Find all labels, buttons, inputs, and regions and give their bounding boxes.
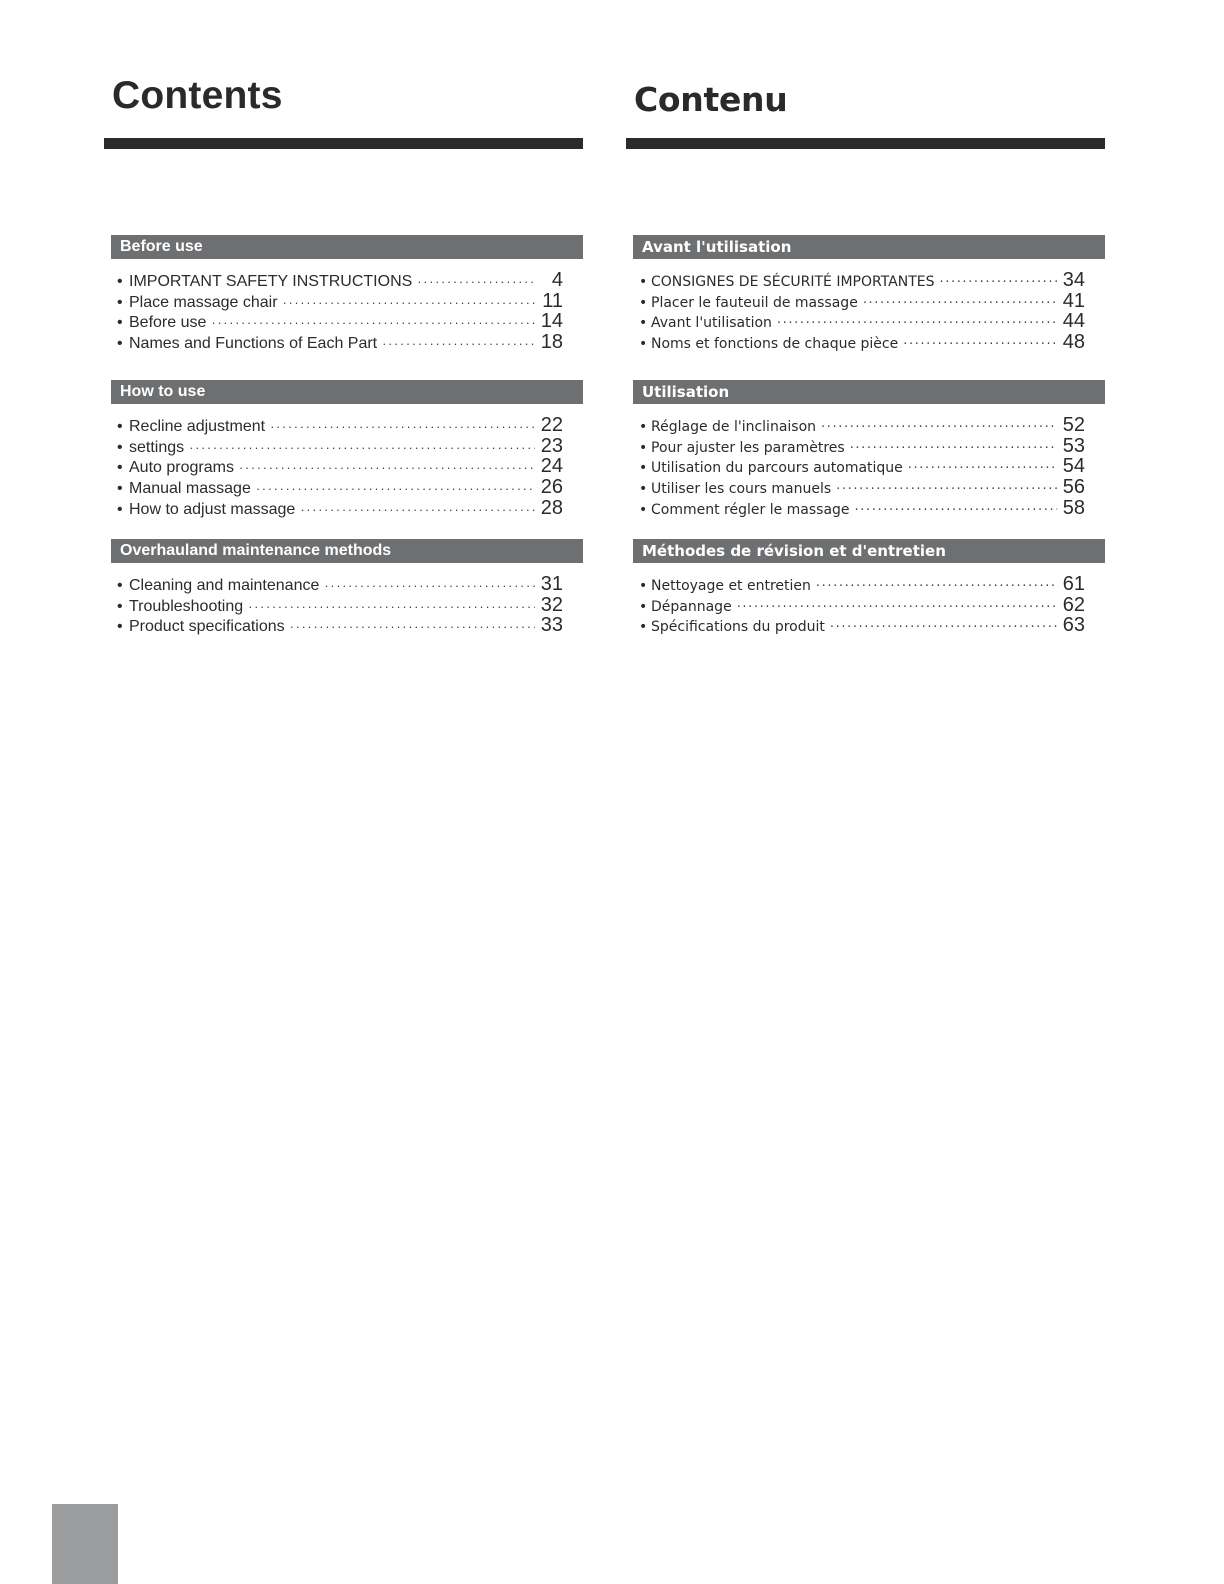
toc-entry-label: Before use (129, 314, 207, 332)
toc-entry-page: 33 (540, 614, 563, 637)
dot-leader (903, 338, 1057, 351)
dot-leader (863, 297, 1057, 310)
dot-leader (283, 296, 535, 309)
toc-entry[interactable] (633, 435, 1085, 456)
section-before-use (111, 235, 583, 352)
section-utilisation (633, 380, 1105, 517)
toc-entry-label: Réglage de l'inclinaison (651, 419, 817, 435)
toc-entry-page: 26 (540, 476, 563, 499)
section-how-to-use (111, 380, 583, 517)
toc-entry[interactable] (633, 310, 1085, 331)
toc-entry[interactable] (111, 310, 563, 331)
section-header: Utilisation (633, 380, 1105, 404)
bullet: • (639, 578, 648, 594)
toc-entry[interactable] (633, 414, 1085, 435)
toc-entry-label: How to adjust massage (129, 500, 296, 518)
bullet: • (117, 438, 123, 456)
toc-entry-page: 61 (1062, 573, 1085, 595)
bullet: • (117, 273, 123, 290)
toc-entry-label: Nettoyage et entretien (651, 578, 811, 594)
dot-leader (248, 600, 535, 613)
toc-entry[interactable] (111, 573, 563, 594)
toc-entry[interactable] (111, 331, 563, 352)
toc-entry-page: 41 (1062, 289, 1085, 312)
toc-entry[interactable] (633, 269, 1085, 290)
dot-leader (737, 601, 1057, 614)
dot-leader (417, 275, 535, 288)
page-corner-tab (52, 1504, 118, 1584)
toc-entry-label: Pour ajuster les paramètres (651, 439, 845, 456)
toc-entry-page: 11 (542, 289, 563, 312)
toc-entry[interactable] (633, 331, 1085, 352)
toc-list (111, 269, 563, 352)
dot-leader (324, 579, 535, 592)
toc-entry[interactable] (111, 269, 563, 290)
toc-entry-label: Utilisation du parcours automatique (651, 460, 903, 477)
section-avant-utilisation (633, 235, 1105, 352)
toc-entry-page: 52 (1062, 414, 1085, 436)
bullet: • (639, 439, 648, 456)
toc-entry[interactable] (111, 614, 563, 635)
toc-entry-page: 54 (1062, 455, 1085, 478)
section-header: Before use (111, 235, 583, 259)
dot-leader (830, 621, 1057, 634)
bullet: • (117, 577, 123, 594)
toc-entry[interactable] (633, 614, 1085, 635)
toc-entry-label: Recline adjustment (129, 418, 266, 435)
toc-entry[interactable] (111, 290, 563, 311)
toc-list (633, 414, 1085, 517)
dot-leader (290, 620, 535, 633)
dot-leader (256, 482, 535, 495)
bullet: • (117, 335, 123, 353)
toc-entry[interactable] (111, 594, 563, 615)
toc-entry-label: Troubleshooting (129, 597, 244, 615)
dot-leader (908, 462, 1057, 475)
toc-entry-page: 44 (1062, 310, 1085, 333)
toc-list (633, 269, 1085, 352)
toc-entry-label: Dépannage (651, 598, 732, 615)
toc-entry-label: Manual massage (129, 480, 251, 498)
bullet: • (639, 274, 648, 290)
bullet: • (117, 597, 123, 615)
dot-leader (211, 316, 535, 329)
toc-entry[interactable] (111, 414, 563, 435)
section-revision-entretien (633, 539, 1105, 635)
toc-entry-label: Names and Functions of Each Part (129, 335, 378, 353)
bullet: • (639, 598, 648, 615)
bullet: • (639, 336, 648, 353)
toc-entry[interactable] (633, 573, 1085, 594)
dot-leader (816, 580, 1057, 593)
section-header: How to use (111, 380, 583, 404)
dot-leader (270, 420, 535, 433)
dot-leader (382, 337, 535, 350)
toc-entry-page: 28 (540, 496, 563, 519)
toc-entry-label: CONSIGNES DE SÉCURITÉ IMPORTANTES (651, 274, 935, 290)
bullet: • (117, 418, 123, 435)
toc-entry-page: 53 (1062, 434, 1085, 457)
bullet: • (639, 419, 648, 435)
toc-entry-label: settings (129, 438, 185, 456)
bullet: • (117, 314, 123, 332)
toc-list (111, 573, 563, 635)
toc-entry-page: 24 (540, 455, 563, 478)
title-rule-french (626, 138, 1105, 149)
toc-entry[interactable] (633, 497, 1085, 518)
dot-leader (855, 504, 1057, 517)
bullet: • (639, 460, 648, 477)
toc-entry-page: 63 (1062, 614, 1085, 637)
toc-entry-label: Product specifications (129, 618, 285, 636)
title-rule-english (104, 138, 583, 149)
dot-leader (850, 442, 1057, 455)
toc-entry-label: Place massage chair (129, 293, 278, 311)
dot-leader (300, 503, 535, 516)
toc-entry[interactable] (111, 455, 563, 476)
bullet: • (117, 618, 123, 636)
dot-leader (239, 461, 535, 474)
toc-entry-label: IMPORTANT SAFETY INSTRUCTIONS (129, 273, 413, 290)
section-header: Avant l'utilisation (633, 235, 1105, 259)
bullet: • (117, 480, 123, 498)
toc-entry-label: Noms et fonctions de chaque pièce (651, 336, 899, 353)
bullet: • (639, 619, 648, 636)
section-header: Overhauland maintenance methods (111, 539, 583, 563)
toc-entry[interactable] (111, 497, 563, 518)
toc-entry-label: Spécifications du produit (651, 619, 825, 636)
toc-entry-label: Avant l'utilisation (651, 315, 772, 332)
dot-leader (821, 421, 1057, 434)
toc-entry-page: 18 (540, 331, 563, 354)
dot-leader (836, 483, 1057, 496)
bullet: • (117, 459, 123, 477)
toc-entry[interactable] (633, 476, 1085, 497)
toc-entry-page: 31 (540, 573, 563, 595)
bullet: • (639, 294, 648, 311)
toc-entry-label: Comment régler le massage (651, 501, 850, 518)
page-title-french: Contenu (634, 80, 788, 119)
toc-entry-label: Utiliser les cours manuels (651, 481, 832, 498)
toc-entry-page: 56 (1062, 476, 1085, 499)
toc-entry-page: 34 (1062, 269, 1085, 291)
dot-leader (189, 441, 535, 454)
toc-entry-page: 14 (540, 310, 563, 333)
toc-entry-page: 58 (1062, 496, 1085, 519)
bullet: • (117, 293, 123, 311)
section-header: Méthodes de révision et d'entretien (633, 539, 1105, 563)
bullet: • (639, 315, 648, 332)
toc-entry[interactable] (111, 476, 563, 497)
toc-entry-label: Placer le fauteuil de massage (651, 294, 858, 311)
toc-entry-page: 23 (540, 434, 563, 457)
toc-entry-page: 32 (540, 593, 563, 616)
toc-entry[interactable] (633, 290, 1085, 311)
toc-entry-label: Cleaning and maintenance (129, 577, 320, 594)
dot-leader (940, 276, 1058, 289)
toc-list (633, 573, 1085, 635)
toc-list (111, 414, 563, 517)
toc-entry[interactable] (633, 455, 1085, 476)
toc-entry[interactable] (633, 594, 1085, 615)
bullet: • (117, 500, 123, 518)
bullet: • (639, 481, 648, 498)
toc-entry-page: 62 (1062, 593, 1085, 616)
toc-entry-label: Auto programs (129, 459, 234, 477)
bullet: • (639, 501, 648, 518)
toc-entry-page: 22 (540, 414, 563, 436)
section-maintenance (111, 539, 583, 635)
page-title-english: Contents (112, 74, 283, 117)
toc-entry[interactable] (111, 435, 563, 456)
toc-entry-page: 4 (551, 269, 563, 291)
toc-entry-page: 48 (1062, 331, 1085, 354)
dot-leader (777, 317, 1057, 330)
